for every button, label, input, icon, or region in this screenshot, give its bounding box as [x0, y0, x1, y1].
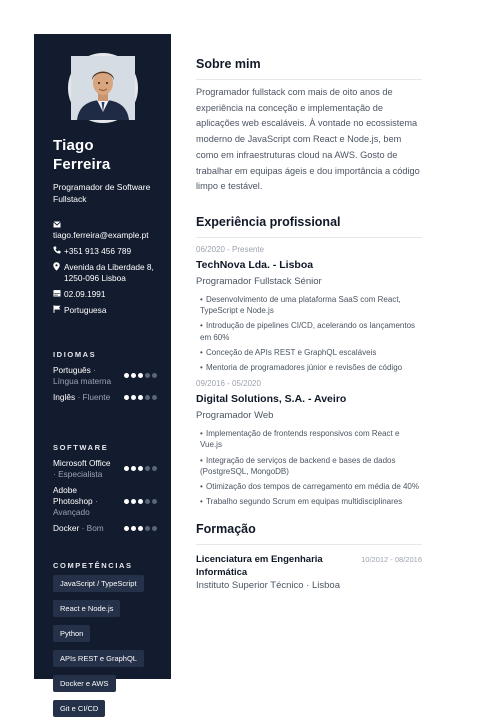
experience-section — [196, 214, 422, 507]
software-item: Docker · Bom — [53, 523, 157, 534]
software-heading: SOFTWARE — [53, 443, 109, 452]
skills-heading: COMPETÊNCIAS — [53, 561, 133, 570]
language-item: Inglês · Fluente — [53, 392, 157, 403]
full-name: Tiago Ferreira — [53, 137, 111, 173]
languages-heading: IDIOMAS — [53, 350, 97, 359]
experience-heading: Experiência profissional — [196, 214, 341, 229]
language-name: Português — [53, 365, 91, 375]
job-date: 09/2016 - 05/2020 — [196, 379, 261, 389]
about-text: Programador fullstack com mais de oito anos de experiência na conceção e implementação de aplicações web escaláveis. À vontade no ecossistema moderno de JavaScript com React e Node.js, bem como em infraestruturas cloud na AWS. Gosto de trabalhar em equipas ágeis e dou importância a código limpo e testável. — [196, 87, 420, 192]
job-bullet: • Trabalho segundo Scrum em equipas multidisciplinares — [196, 496, 422, 507]
education-section — [196, 521, 422, 592]
phone-text: +351 913 456 789 — [64, 246, 132, 256]
job-date: 06/2020 - Presente — [196, 244, 265, 254]
job-bullet: • Integração de serviços de backend e bases de dados (PostgreSQL, MongoDB) — [196, 455, 422, 477]
skills-tags — [53, 573, 165, 723]
education-school: Instituto Superior Técnico · Lisboa — [196, 580, 340, 592]
languages-list — [53, 365, 157, 408]
job-entry — [196, 245, 422, 373]
software-name: Docker — [53, 523, 80, 533]
education-degree: Licenciatura em Engenharia Informática — [196, 554, 323, 579]
job-company: Digital Solutions, S.A. - Aveiro — [196, 393, 347, 406]
rating-dots — [124, 499, 157, 504]
job-bullet: • Implementação de frontends responsivos com React e Vue.js — [196, 428, 422, 450]
job-entry — [196, 379, 422, 507]
contact-address — [53, 262, 165, 284]
software-item: Adobe Photoshop · Avançado — [53, 485, 157, 518]
calendar-icon — [53, 289, 64, 300]
skill-tag: Docker e AWS — [53, 675, 116, 692]
skill-tag: Git e CI/CD — [53, 700, 105, 717]
rating-dots — [124, 395, 157, 400]
education-entry — [196, 553, 422, 592]
language-name: Inglês — [53, 392, 76, 402]
contact-email — [53, 220, 165, 241]
skill-tag: APIs REST e GraphQL — [53, 650, 144, 667]
skill-tag: JavaScript / TypeScript — [53, 575, 144, 592]
rating-dots — [124, 373, 157, 378]
contact-nationality — [53, 305, 165, 316]
divider — [196, 79, 422, 80]
skill-tag: Python — [53, 625, 90, 642]
job-bullet: • Otimização dos tempos de carregamento em média de 40% — [196, 481, 422, 492]
contact-list — [53, 220, 165, 321]
job-bullets — [196, 428, 422, 507]
software-level: Avançado — [53, 507, 90, 517]
about-heading: Sobre mim — [196, 57, 261, 71]
rating-dots — [124, 526, 157, 531]
education-date: 10/2012 - 08/2016 — [361, 555, 422, 565]
address-text: Avenida da Liberdade 8, 1250-096 Lisboa — [64, 262, 154, 283]
envelope-icon — [53, 220, 165, 230]
software-name: Adobe Photoshop — [53, 485, 93, 506]
job-bullet: • Mentoria de programadores júnior e revisões de código — [196, 362, 422, 373]
software-name: Microsoft Office — [53, 458, 111, 468]
software-item: Microsoft Office · Especialista — [53, 458, 157, 480]
software-level: Especialista — [58, 469, 103, 479]
job-role: Programador de Software Fullstack — [53, 182, 151, 204]
job-bullet: • Desenvolvimento de uma plataforma SaaS com React, TypeScript e Node.js — [196, 294, 422, 316]
job-position: Programador Fullstack Sénior — [196, 275, 322, 287]
flag-icon — [53, 305, 64, 316]
language-item: Português · Língua materna — [53, 365, 157, 387]
job-company: TechNova Lda. - Lisboa — [196, 258, 314, 271]
language-level: Fluente — [82, 392, 111, 402]
divider — [196, 237, 422, 238]
divider — [196, 544, 422, 545]
location-pin-icon — [53, 262, 64, 274]
about-section — [196, 56, 422, 195]
main-column — [196, 56, 422, 592]
portrait-photo — [71, 56, 135, 120]
software-list — [53, 458, 157, 539]
nationality-text: Portuguesa — [64, 305, 107, 315]
avatar — [68, 53, 138, 123]
email-text: tiago.ferreira@example.pt — [53, 230, 149, 240]
education-heading: Formação — [196, 522, 256, 537]
job-bullet: • Conceção de APIs REST e GraphQL escaláveis — [196, 347, 422, 358]
job-position: Programador Web — [196, 410, 274, 422]
birthdate-text: 02.09.1991 — [64, 289, 106, 299]
sidebar — [34, 34, 171, 713]
rating-dots — [124, 466, 157, 471]
skill-tag: React e Node.js — [53, 600, 120, 617]
job-bullets — [196, 294, 422, 373]
language-level: Língua materna — [53, 376, 112, 386]
software-level: Bom — [86, 523, 104, 533]
phone-icon — [53, 246, 64, 257]
contact-phone — [53, 246, 165, 257]
job-bullet: • Introdução de pipelines CI/CD, acelerando os lançamentos em 60% — [196, 320, 422, 342]
contact-birthdate — [53, 289, 165, 300]
